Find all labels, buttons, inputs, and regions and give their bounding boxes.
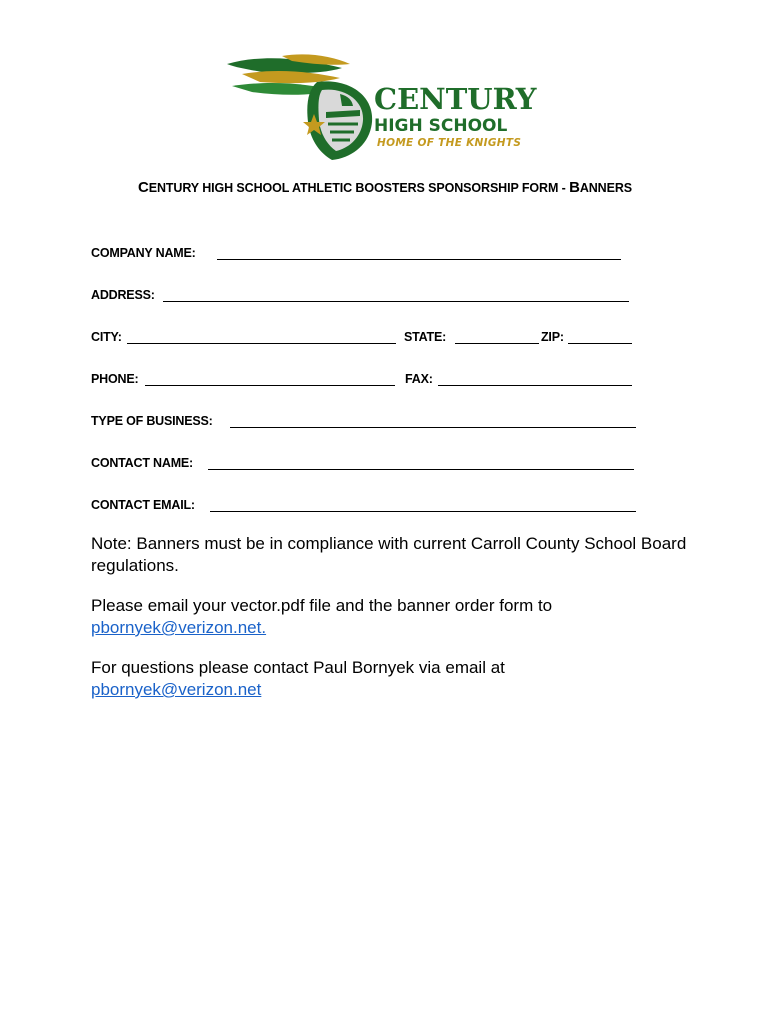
email-link-secondary[interactable]: pbornyek@verizon.net <box>91 680 262 699</box>
phone-field[interactable] <box>145 385 395 386</box>
fax-label: FAX: <box>405 372 433 386</box>
type-of-business-label: TYPE OF BUSINESS: <box>91 414 213 428</box>
logo-high-school-text: HIGH SCHOOL <box>374 116 508 136</box>
state-label: STATE: <box>404 330 447 344</box>
contact-name-field[interactable] <box>208 469 634 470</box>
questions-text: For questions please contact Paul Bornyek via email at <box>91 658 505 677</box>
fax-field[interactable] <box>438 385 632 386</box>
compliance-note: Note: Banners must be in compliance with current Carroll County School Board regulations. <box>91 534 687 575</box>
zip-field[interactable] <box>568 343 632 344</box>
city-label: CITY: <box>91 330 122 344</box>
contact-email-field[interactable] <box>210 511 636 512</box>
address-field[interactable] <box>163 301 629 302</box>
email-instruction <box>91 595 691 639</box>
form-title: CENTURY HIGH SCHOOL ATHLETIC BOOSTERS SPONSORSHIP FORM - BANNERS <box>137 179 632 196</box>
zip-label: ZIP: <box>541 330 564 344</box>
email-link-primary[interactable]: pbornyek@verizon.net. <box>91 618 267 637</box>
city-field[interactable] <box>127 343 396 344</box>
contact-email-label: CONTACT EMAIL: <box>91 498 195 512</box>
type-of-business-field[interactable] <box>230 427 636 428</box>
address-label: ADDRESS: <box>91 288 155 302</box>
knight-helmet-icon <box>222 52 382 164</box>
phone-label: PHONE: <box>91 372 139 386</box>
questions-note <box>91 657 691 701</box>
logo-century-text: CENTURY <box>374 82 537 116</box>
state-field[interactable] <box>455 343 539 344</box>
school-logo <box>222 52 550 164</box>
company-name-label: COMPANY NAME: <box>91 246 196 260</box>
logo-tagline: HOME OF THE KNIGHTS <box>377 137 522 149</box>
email-instruction-text: Please email your vector.pdf file and the banner order form to <box>91 596 553 615</box>
contact-name-label: CONTACT NAME: <box>91 456 194 470</box>
company-name-field[interactable] <box>217 259 621 260</box>
